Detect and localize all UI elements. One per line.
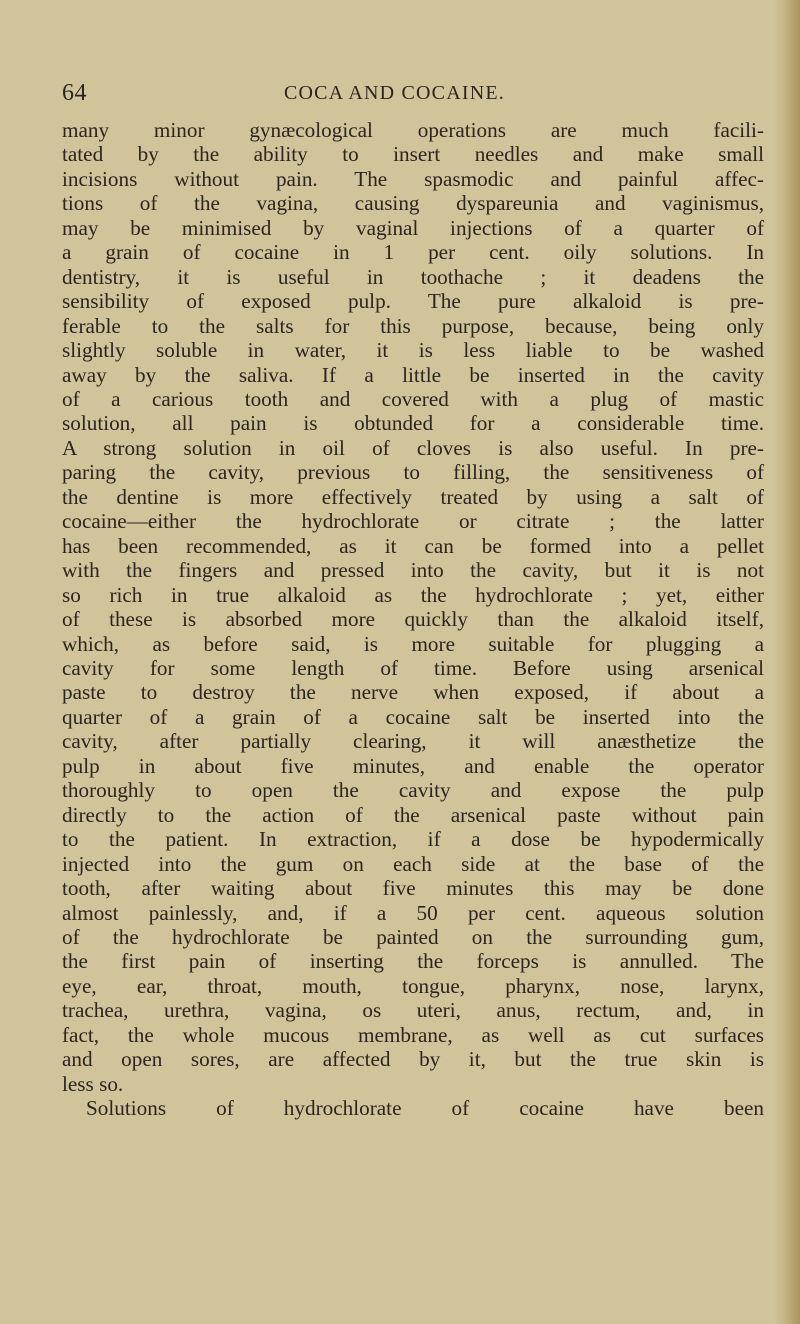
text-line: dentistry, it is useful in toothache ; it deadens the [62,264,764,289]
text-line: paring the cavity, previous to filling, the sensitiveness of [62,460,764,485]
text-line: to the patient. In extraction, if a dose be hypodermically [62,827,764,852]
text-line: so rich in true alkaloid as the hydrochlorate ; yet, either [62,582,764,607]
text-line: solution, all pain is obtunded for a considerable time. [62,411,764,436]
text-line: eye, ear, throat, mouth, tongue, pharynx, nose, larynx, [62,973,764,998]
text-line: quarter of a grain of a cocaine salt be inserted into the [62,704,764,729]
text-line: pulp in about five minutes, and enable the operator [62,753,764,778]
text-line: incisions without pain. The spasmodic and painful affec- [62,166,764,191]
text-line: tooth, after waiting about five minutes this may be done [62,876,764,901]
text-line-paragraph-start: Solutions of hydrochlorate of cocaine have been [86,1096,764,1121]
text-line: with the fingers and pressed into the cavity, but it is not [62,558,764,583]
text-line-paragraph-end: less so. [62,1071,124,1096]
page-header [62,80,762,110]
page-edge-shadow [774,0,800,1324]
text-line: cavity, after partially clearing, it will anæsthetize the [62,729,764,754]
text-line: thoroughly to open the cavity and expose the pulp [62,778,764,803]
text-line: slightly soluble in water, it is less liable to be washed [62,338,764,363]
text-line: has been recommended, as it can be formed into a pellet [62,533,764,558]
text-line: tated by the ability to insert needles and make small [62,142,764,167]
text-line: a grain of cocaine in 1 per cent. oily solutions. In [62,240,764,265]
text-line: ferable to the salts for this purpose, because, being only [62,313,764,338]
text-line: paste to destroy the nerve when exposed, if about a [62,680,764,705]
text-line: which, as before said, is more suitable for plugging a [62,631,764,656]
text-line: the dentine is more effectively treated by using a salt of [62,484,764,509]
text-line: cocaine—either the hydrochlorate or citrate ; the latter [62,509,764,534]
text-line: of the hydrochlorate be painted on the surrounding gum, [62,924,764,949]
text-line: A strong solution in oil of cloves is also useful. In pre- [62,435,764,460]
text-line: almost painlessly, and, if a 50 per cent. aqueous solution [62,900,764,925]
text-line: the first pain of inserting the forceps is annulled. The [62,949,764,974]
text-line: trachea, urethra, vagina, os uteri, anus, rectum, and, in [62,998,764,1023]
text-line: may be minimised by vaginal injections of a quarter of [62,215,764,240]
text-line: directly to the action of the arsenical paste without pain [62,802,764,827]
text-line: away by the saliva. If a little be inserted in the cavity [62,362,764,387]
text-line: cavity for some length of time. Before using arsenical [62,655,764,680]
text-line: and open sores, are affected by it, but the true skin is [62,1047,764,1072]
running-head: COCA AND COCAINE. [284,82,505,104]
body-text [62,118,764,1121]
text-line: of a carious tooth and covered with a plug of mastic [62,386,764,411]
text-line: tions of the vagina, causing dyspareunia and vaginismus, [62,191,764,216]
text-line: of these is absorbed more quickly than the alkaloid itself, [62,607,764,632]
text-line: fact, the whole mucous membrane, as well as cut surfaces [62,1022,764,1047]
text-line: sensibility of exposed pulp. The pure alkaloid is pre- [62,289,764,314]
page-number: 64 [62,80,87,106]
text-line: injected into the gum on each side at the base of the [62,851,764,876]
text-line: many minor gynæcological operations are much facili- [62,118,764,142]
